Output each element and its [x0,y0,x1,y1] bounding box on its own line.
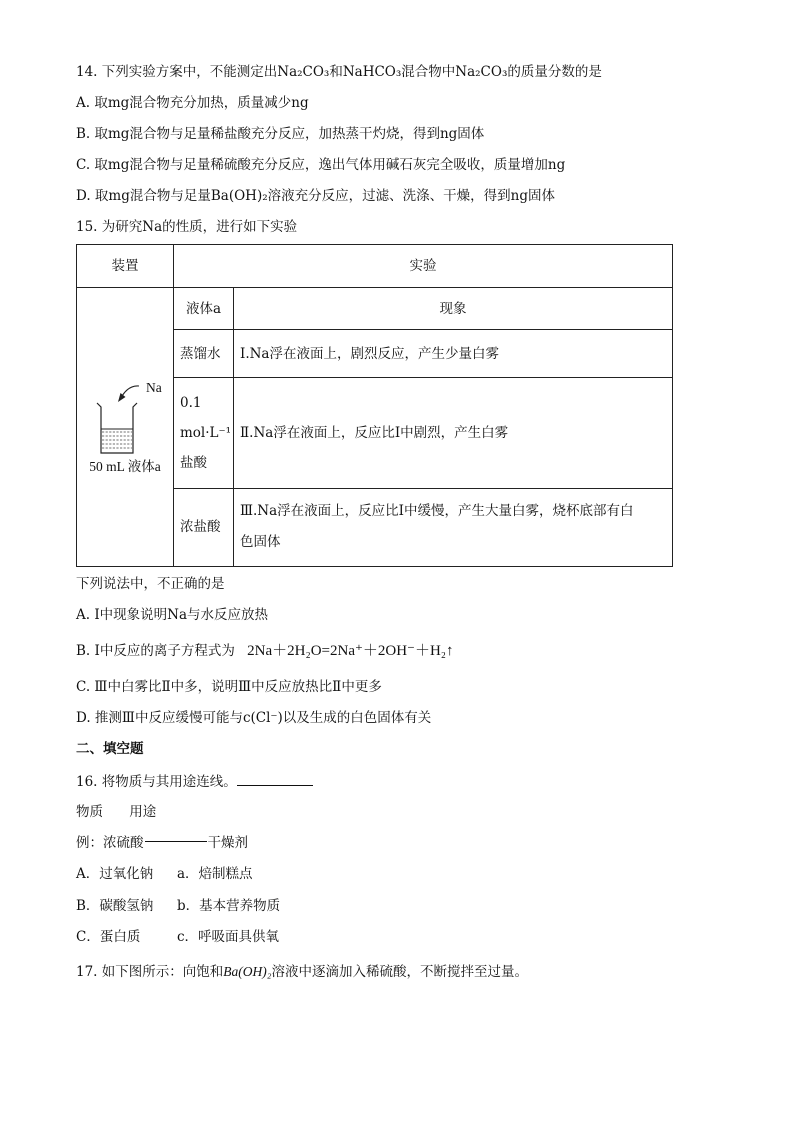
q16-item-2-use: b．基本营养物质 [177,898,281,914]
apparatus-caption: 50 mL 液体a [89,459,161,474]
q17-prefix: 17. 如下图所示：向饱和 [76,964,224,980]
q16-stem-line [76,771,313,792]
q14-option-b: B. 取mg混合物与足量稀盐酸充分反应，加热蒸干灼烧，得到ng固体 [76,126,485,142]
q16-headers [76,802,156,822]
q16-example [76,833,248,853]
q16-item-1-use: a．焙制糕点 [177,866,253,882]
phenomenon-row1: Ⅰ.Na浮在液面上，剧烈反应，产生少量白雾 [234,330,673,378]
q15-option-b [76,641,454,661]
phenomenon-row2: Ⅱ.Na浮在液面上，反应比Ⅰ中剧烈，产生白雾 [234,378,673,488]
liquid-row2 [174,378,234,488]
arrow-line [122,386,139,396]
q16-example-prefix: 例：浓硫酸 [76,835,144,851]
arrow-head [118,393,126,402]
q15-option-a: A. Ⅰ中现象说明Na与水反应放热 [76,607,269,623]
q16-item-3 [76,927,279,947]
q16-item-3-use: c．呼吸面具供氧 [177,929,280,945]
q14-option-c: C. 取mg混合物与足量稀硫酸充分反应，逸出气体用碱石灰完全吸收，质量增加ng [76,157,566,173]
example-connector-line [145,841,207,842]
q16-item-3-substance: C．蛋白质 [76,929,141,945]
q16-item-1-substance: A．过氧化钠 [76,866,154,882]
header-liquid: 液体a [174,288,234,330]
liquid-row3: 浓盐酸 [174,488,234,566]
beaker-apparatus-diagram [77,288,174,566]
q16-item-2 [76,896,280,916]
q16-header-substance: 物质 [76,804,103,820]
na-label: Na [146,380,162,395]
liquid-hatch [102,432,132,448]
q16-example-use: 干燥剂 [207,835,248,851]
phenomenon-row3-line1: Ⅲ.Na浮在液面上，反应比Ⅰ中缓慢，产生大量白雾，烧杯底部有白 [240,503,634,520]
phenomenon-row3 [234,488,673,566]
liquid-row2-line3: 盐酸 [180,455,207,471]
q17-formula: Ba(OH)₂ [223,964,272,979]
header-phenomenon: 现象 [234,288,673,330]
q16-item-2-substance: B．碳酸氢钠 [76,898,154,914]
apparatus-cell [77,288,174,567]
beaker-outline [97,403,137,453]
liquid-row1: 蒸馏水 [174,330,234,378]
q16-header-use: 用途 [129,804,157,820]
answer-blank[interactable] [237,771,313,786]
q15-option-b-equation: 2Na＋2H₂O=2Na⁺＋2OH⁻＋H₂↑ [247,643,454,659]
q17-stem [76,962,528,982]
q17-suffix: 溶液中逐滴加入稀硫酸，不断搅拌至过量。 [271,964,528,980]
q15-question: 下列说法中，不正确的是 [76,576,225,592]
header-apparatus: 装置 [77,245,174,288]
q15-stem: 15. 为研究Na的性质，进行如下实验 [76,219,298,235]
liquid-row2-line2: mol·L⁻¹ [180,425,232,441]
section-title: 二、填空题 [76,741,144,757]
liquid-row2-line1: 0.1 [180,395,202,411]
q15-option-b-text: B. Ⅰ中反应的离子方程式为 [76,643,235,659]
q15-option-c: C. Ⅲ中白雾比Ⅱ中多，说明Ⅲ中反应放热比Ⅱ中更多 [76,679,382,695]
experiment-table [76,244,673,567]
q16-stem: 16. 将物质与其用途连线。 [76,774,237,790]
q16-item-1 [76,864,253,884]
phenomenon-row3-line2: 色固体 [240,534,281,551]
q14-stem: 14. 下列实验方案中，不能测定出Na₂CO₃和NaHCO₃混合物中Na₂CO₃的质量分数的是 [76,64,602,80]
q14-option-d: D. 取mg混合物与足量Ba(OH)₂溶液充分反应，过滤、洗涤、干燥，得到ng固体 [76,188,555,204]
q14-option-a: A. 取mg混合物充分加热，质量减少ng [76,95,309,111]
header-experiment: 实验 [174,245,673,288]
q15-option-d: D. 推测Ⅲ中反应缓慢可能与c(Cl⁻)以及生成的白色固体有关 [76,710,432,726]
